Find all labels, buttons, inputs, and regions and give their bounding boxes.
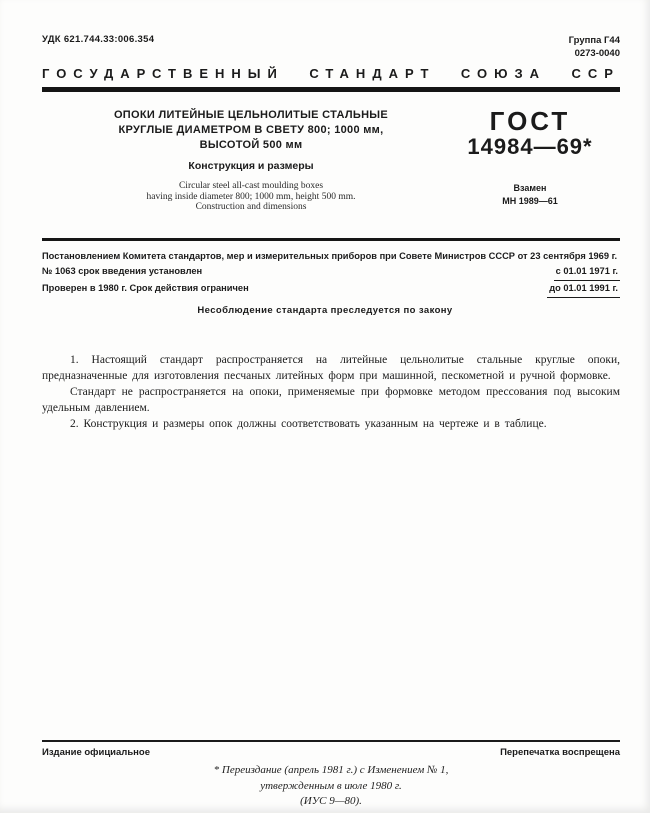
effective-date: с 01.01 1971 г. xyxy=(554,264,620,281)
expiry-date: до 01.01 1991 г. xyxy=(547,281,620,298)
replaces-value: МН 1989—61 xyxy=(502,196,558,206)
banner-word: ГОСУДАРСТВЕННЫЙ xyxy=(42,66,284,81)
replaces-label: Взамен xyxy=(513,183,547,193)
legal-notice: Несоблюдение стандарта преследуется по закону xyxy=(197,305,453,316)
body-paragraph-3: 2. Конструкция и размеры опок должны соответствовать указанным на чертеже и в таблице. xyxy=(70,418,547,430)
group-label: Группа Г44 xyxy=(568,35,620,46)
title-ru-line2: КРУГЛЫЕ ДИАМЕТРОМ В СВЕТУ 800; 1000 мм, xyxy=(118,124,384,136)
official-edition-label: Издание официальное xyxy=(42,747,150,758)
separator-rule xyxy=(42,238,620,241)
state-standard-banner xyxy=(42,66,620,81)
title-left-column xyxy=(42,108,440,213)
footer-rule xyxy=(42,740,620,742)
banner-word: СТАНДАРТ xyxy=(309,66,436,81)
body-paragraph-2: Стандарт не распространяется на опоки, применяемые при формовке методом прессования под высоким удельным давлением. xyxy=(42,386,620,414)
group-code: 0273-0040 xyxy=(574,48,620,59)
designation-column xyxy=(440,108,620,213)
title-block xyxy=(42,108,620,213)
footnote-line2: утвержденным в июле 1980 г. xyxy=(260,779,402,792)
decree-line1: Постановлением Комитета стандартов, мер и измерительных приборов при Совете Министров СССР от 23 сентября 1969 г. xyxy=(42,251,618,261)
standard-body xyxy=(42,352,620,432)
decree-line2-text: № 1063 срок введения установлен xyxy=(42,266,203,276)
decree-line3-text: Проверен в 1980 г. Срок действия ограничен xyxy=(42,283,249,293)
title-english xyxy=(72,181,430,213)
title-en-line3: Construction and dimensions xyxy=(195,202,307,212)
body-paragraph-1: 1. Настоящий стандарт распространяется на литейные цельнолитые стальные круглые опоки, предназначенные для изготовления песчаных литейных форм при машинной, пескометной и ручной формовке. xyxy=(42,354,620,382)
title-ru-line1: ОПОКИ ЛИТЕЙНЫЕ ЦЕЛЬНОЛИТЫЕ СТАЛЬНЫЕ xyxy=(113,109,389,121)
title-ru-line3: ВЫСОТОЙ 500 мм xyxy=(199,139,303,151)
banner-word: ССР xyxy=(571,66,620,81)
footnote-line3: (ИУС 9—80). xyxy=(300,795,362,807)
footnote-line1: * Переиздание (апрель 1981 г.) с Изменением № 1, xyxy=(213,764,449,776)
decree-line2 xyxy=(42,264,620,281)
reissue-footnote xyxy=(42,763,620,810)
reprint-prohibited-label: Перепечатка воспрещена xyxy=(500,747,620,758)
banner-rule xyxy=(42,87,620,92)
gost-label: ГОСТ xyxy=(489,106,571,136)
banner-word: СОЮЗА xyxy=(460,66,547,81)
title-en-line2: having inside diameter 800; 1000 mm, height 500 mm. xyxy=(146,191,356,202)
footer-row xyxy=(42,747,620,758)
title-subtitle: Конструкция и размеры xyxy=(188,160,314,172)
gost-number: 14984—69* xyxy=(467,134,593,159)
decree-line3 xyxy=(42,281,620,298)
replaces-block xyxy=(440,182,620,208)
udk-number: УДК 621.744.33:006.354 xyxy=(42,34,155,45)
title-en-line1: Circular steel all-cast moulding boxes xyxy=(178,181,324,191)
decree-block xyxy=(42,249,620,298)
group-block xyxy=(569,34,620,60)
